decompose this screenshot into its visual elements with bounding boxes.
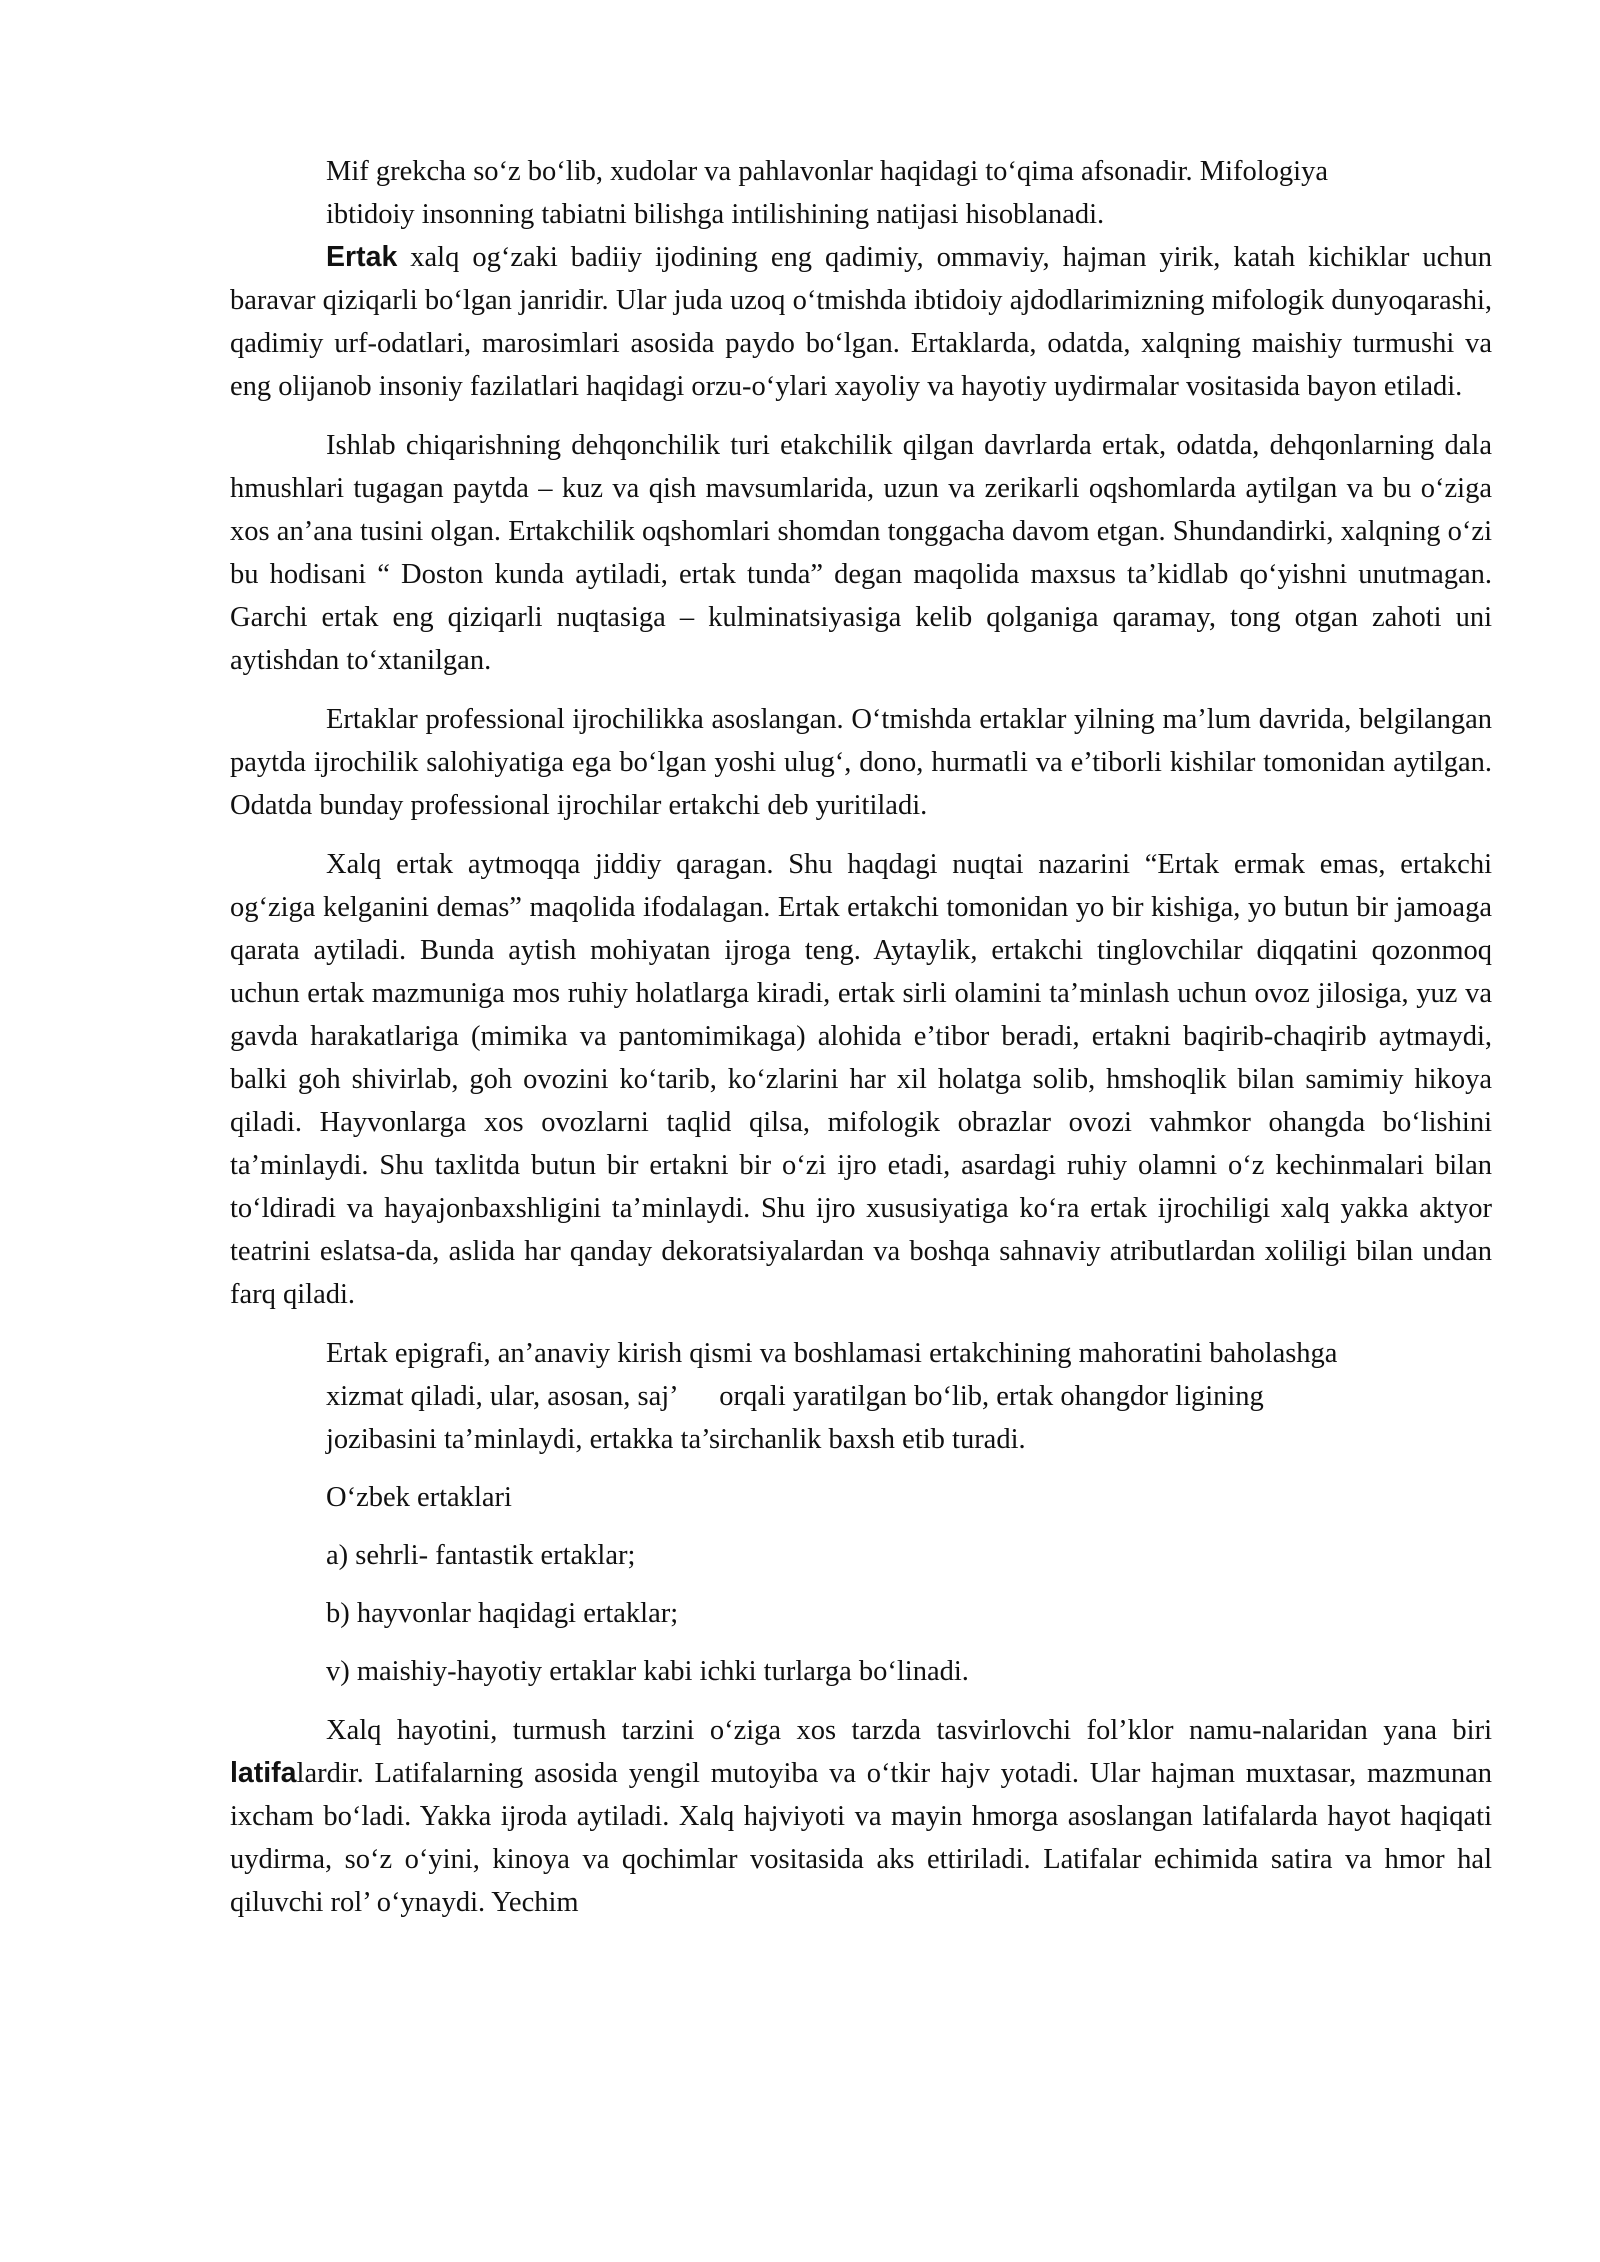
ertak-text: xalq og‘zaki badiiy ijodining eng qadimiy, ommaviy, hajman yirik, katah kichiklar uchun baravar qiziqarli bo‘lgan janridir. Ular juda uzoq o‘tmishda ibtidoiy ajdodlarimizning mifologik dunyoqarashi, qadimiy urf-odatlari, marosimlari asosida paydo bo‘lgan. Ertaklarda, odatda, xalqning maishiy turmushi va eng olijanob insoniy fazilatlari haqidagi orzu-o‘ylari xayoliy va hayotiy uydirmalar vositasida bayon etiladi. — [230, 242, 1492, 402]
epigraf-text-line1: Ertak epigrafi, an’anaviy kirish qismi va boshlamasi ertakchining mahoratini baholashga — [326, 1338, 1338, 1369]
mif-text-line1: Mif grekcha so‘z bo‘lib, xudolar va pahlavonlar haqidagi to‘qima afsonadir. Mifologiya — [326, 156, 1328, 187]
paragraph-epigraf-line2 — [230, 1375, 1492, 1418]
list-item-v — [230, 1650, 1492, 1693]
paragraph-latifa — [230, 1709, 1492, 1924]
mif-text-line2: ibtidoiy insonning tabiatni bilishga intilishining natijasi hisoblanadi. — [326, 199, 1105, 230]
paragraph-professional — [230, 698, 1492, 827]
ishlab-text: Ishlab chiqarishning dehqonchilik turi etakchilik qilgan davrlarda ertak, odatda, dehqonlarning dala hmushlari tugagan paytda – kuz va qish mavsumlarida, uzun va zerikarli oqshomlarda aytilgan va bu o‘ziga xos an’ana tusini olgan. Ertakchilik oqshomlari shomdan tonggacha davom etgan. Shundandirki, xalqning o‘zi bu hodisani “ Doston kunda aytiladi, ertak tunda” degan maqolida maxsus ta’kidlab qo‘yishni unutmagan. Garchi ertak eng qiziqarli nuqtasiga – kulminatsiyasiga kelib qolganiga qaramay, tong otgan zahoti uni aytishdan to‘xtanilgan. — [230, 430, 1492, 676]
list-item-b-text: b) hayvonlar haqidagi ertaklar; — [326, 1598, 679, 1629]
paragraph-ishlab — [230, 424, 1492, 682]
ertak-term: Ertak — [326, 241, 398, 273]
latifa-term: latifa — [230, 1757, 297, 1789]
paragraph-ertak — [230, 236, 1492, 408]
paragraph-mif-line1 — [230, 150, 1492, 193]
document-page — [230, 150, 1492, 1924]
uzbek-heading-text: O‘zbek ertaklari — [326, 1482, 512, 1513]
paragraph-xalq-ertak — [230, 843, 1492, 1316]
epigraf-text-line3: jozibasini ta’minlaydi, ertakka ta’sirchanlik baxsh etib turadi. — [326, 1424, 1026, 1455]
latifa-text-after: lardir. Latifalarning asosida yengil mutoyiba va o‘tkir hajv yotadi. Ular hajman muxtasar, mazmunan ixcham bo‘ladi. Yakka ijroda aytiladi. Xalq hajviyoti va mayin hmorga asoslangan latifalarda hayot haqiqati uydirma, so‘z o‘yini, kinoya va qochimlar vositasida aks ettiriladi. Latifalar echimida satira va hmor hal qiluvchi rol’ o‘ynaydi. Yechim — [230, 1758, 1492, 1918]
list-item-v-text: v) maishiy-hayotiy ertaklar kabi ichki turlarga bo‘linadi. — [326, 1656, 969, 1687]
latifa-text-before: Xalq hayotini, turmush tarzini o‘ziga xos tarzda tasvirlovchi fol’klor namu-nalaridan yana biri — [326, 1715, 1492, 1746]
epigraf-text-line2: xizmat qiladi, ular, asosan, saj’ orqali yaratilgan bo‘lib, ertak ohangdor ligining — [326, 1381, 1264, 1412]
paragraph-mif-line2 — [230, 193, 1492, 236]
paragraph-epigraf-line3 — [230, 1418, 1492, 1461]
professional-text: Ertaklar professional ijrochilikka asoslangan. O‘tmishda ertaklar yilning ma’lum davrida, belgilangan paytda ijrochilik salohiyatiga ega bo‘lgan yoshi ulug‘, dono, hurmatli va e’tiborli kishilar tomonidan aytilgan. Odatda bunday professional ijrochilar ertakchi deb yuritiladi. — [230, 704, 1492, 821]
list-item-b — [230, 1592, 1492, 1635]
uzbek-ertaklari-heading — [230, 1476, 1492, 1519]
list-item-a — [230, 1534, 1492, 1577]
xalq-ertak-text: Xalq ertak aytmoqqa jiddiy qaragan. Shu haqdagi nuqtai nazarini “Ertak ermak emas, ertakchi og‘ziga kelganini demas” maqolida ifodalagan. Ertak ertakchi tomonidan yo bir kishiga, yo butun bir jamoaga qarata aytiladi. Bunda aytish mohiyatan ijroga teng. Aytaylik, ertakchi tinglovchilar diqqatini qozonmoq uchun ertak mazmuniga mos ruhiy holatlarga kiradi, ertak sirli olamini ta’minlash uchun ovoz jilosiga, yuz va gavda harakatlariga (mimika va pantomimikaga) alohida e’tibor beradi, ertakni baqirib-chaqirib aytmaydi, balki goh shivirlab, goh ovozini ko‘tarib, ko‘zlarini har xil holatga solib, hmshoqlik bilan samimiy hikoya qiladi. Hayvonlarga xos ovozlarni taqlid qilsa, mifologik obrazlar ovozi vahmkor ohangda bo‘lishini ta’minlaydi. Shu taxlitda butun bir ertakni bir o‘zi ijro etadi, asardagi ruhiy olamni o‘z kechinmalari bilan to‘ldiradi va hayajonbaxshligini ta’minlaydi. Shu ijro xususiyatiga ko‘ra ertak ijrochiligi xalq yakka aktyor teatrini eslatsa-da, aslida har qanday dekoratsiyalardan va boshqa sahnaviy atributlardan xoliligi bilan undan farq qiladi. — [230, 849, 1492, 1310]
paragraph-epigraf-line1 — [230, 1332, 1492, 1375]
list-item-a-text: a) sehrli- fantastik ertaklar; — [326, 1540, 636, 1571]
